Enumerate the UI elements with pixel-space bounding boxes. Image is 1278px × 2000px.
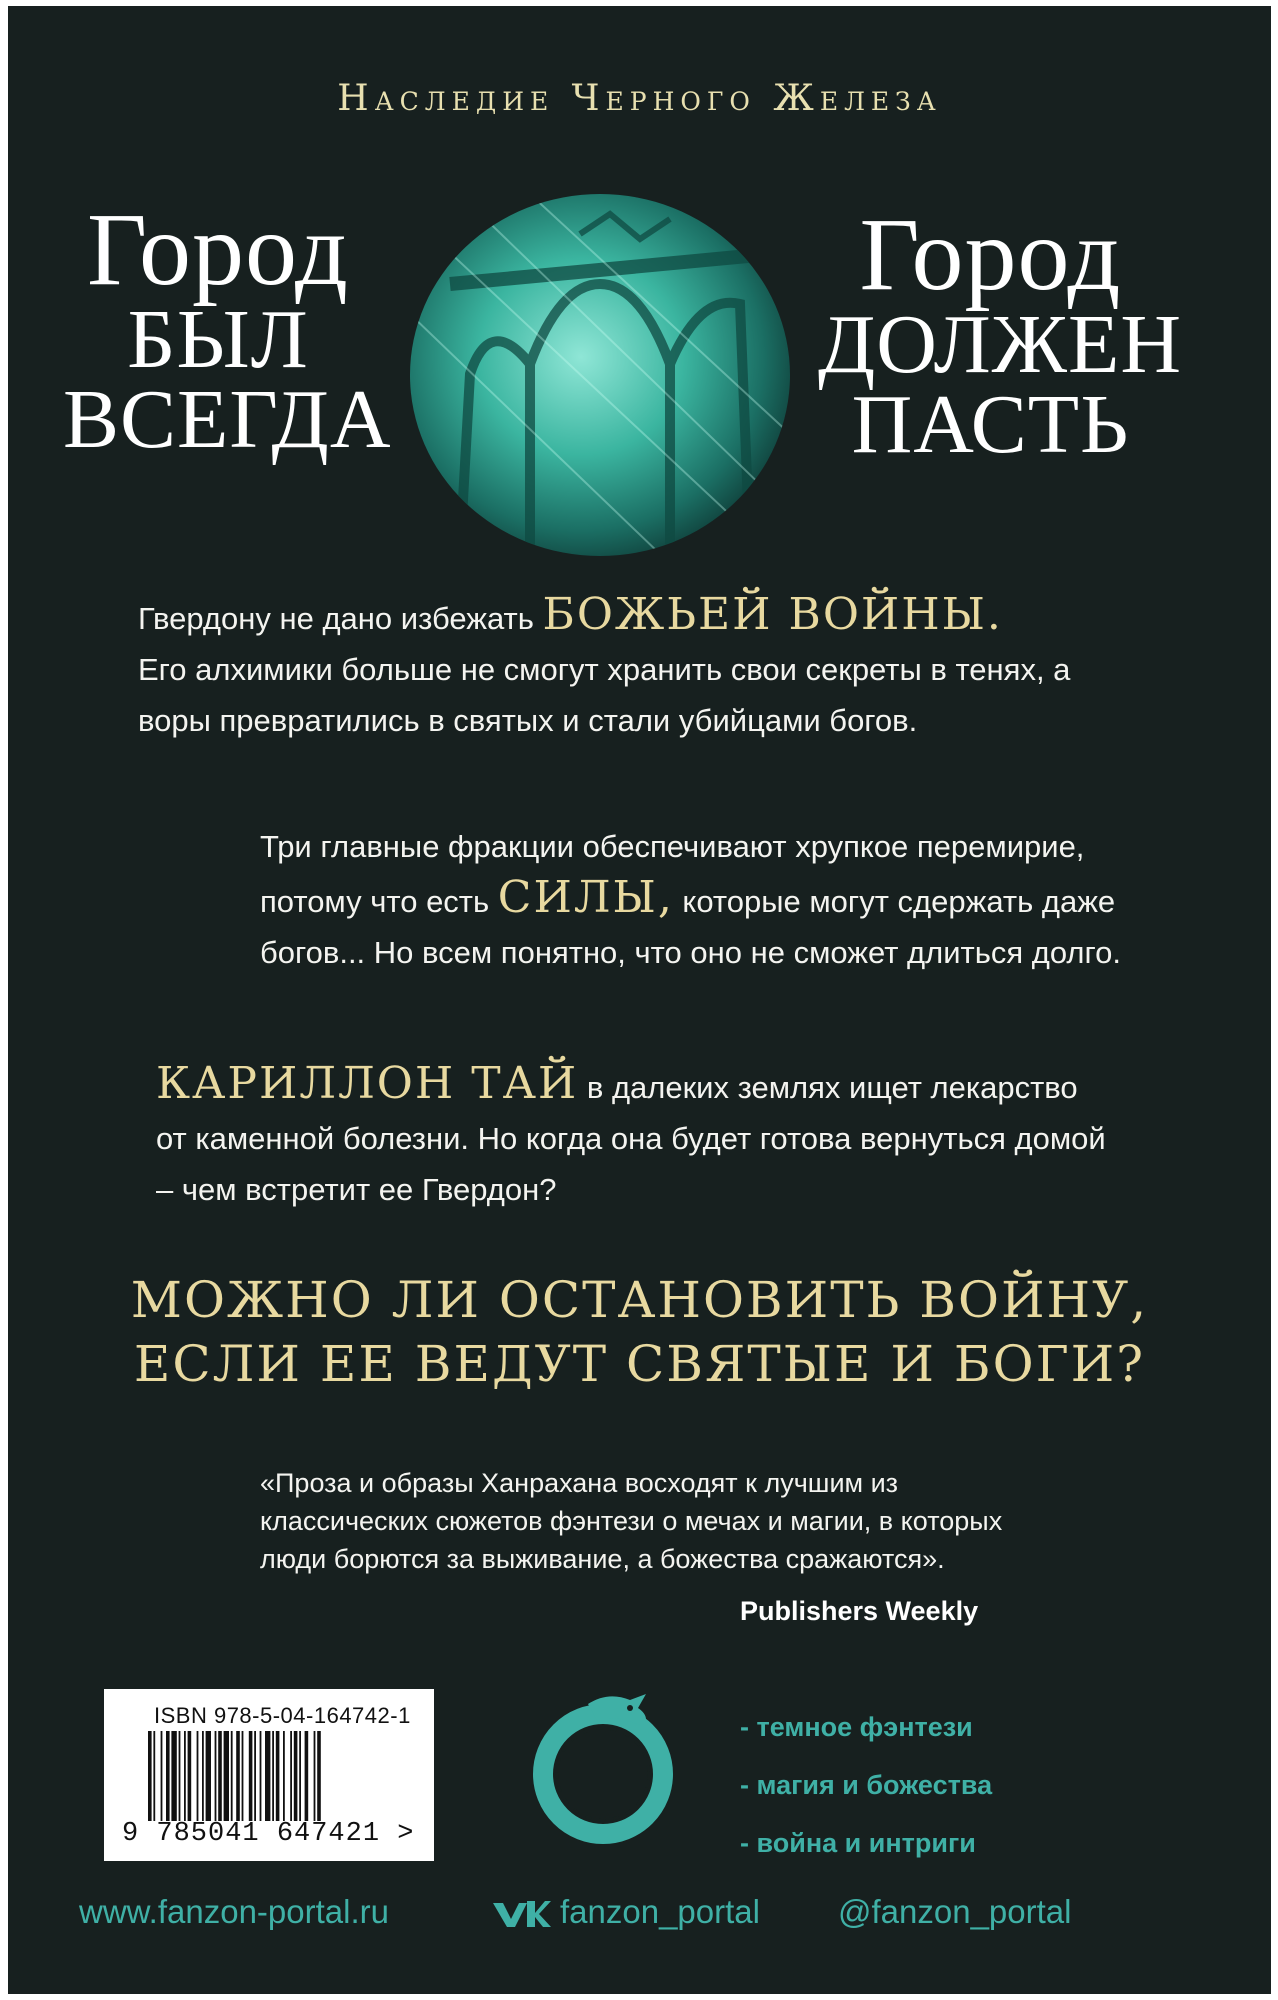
paragraph-truce	[260, 821, 1160, 978]
barcode-bar	[317, 1731, 321, 1821]
barcode-bar	[299, 1731, 301, 1821]
review-source: Publishers Weekly	[740, 1596, 979, 1626]
barcode-bar	[153, 1731, 155, 1821]
barcode-bar	[179, 1731, 181, 1821]
headline-right-line3: ПАСТЬ	[851, 377, 1130, 471]
isbn-text: ISBN 978-5-04-164742-1	[154, 1703, 411, 1728]
barcode-bar	[249, 1731, 253, 1821]
barcode-bar	[202, 1731, 204, 1821]
barcode-bar	[254, 1731, 256, 1821]
vk-link[interactable]: fanzon_portal	[560, 1893, 760, 1930]
barcode-bar	[171, 1731, 176, 1821]
barcode-bar	[197, 1731, 199, 1821]
paragraph1-pre: Гвердону не дано избежать	[138, 601, 543, 636]
book-back-cover	[8, 6, 1271, 1994]
barcode-digits: 9 785041 647421 >	[122, 1819, 415, 1849]
headline-right-line2: ДОЛЖЕН	[818, 297, 1182, 391]
barcode-bar	[148, 1731, 152, 1821]
genre-item: - магия и божества	[740, 1770, 993, 1800]
barcode-bar	[305, 1731, 309, 1821]
barcode-bar	[215, 1731, 217, 1821]
barcode-bar	[188, 1731, 192, 1821]
genre-list	[740, 1698, 992, 1872]
barcode-bar	[276, 1731, 280, 1821]
paragraph-carillon	[156, 1058, 1106, 1215]
genre-item: - темное фэнтези	[740, 1712, 973, 1742]
review-quote: «Проза и образы Ханрахана восходят к лучшим из классических сюжетов фэнтези о мечах и магии, в которых люди борются за выживание, а божества сражаются».	[260, 1468, 1003, 1574]
paragraph2-pre: Три главные фракции обеспечивают хрупкое перемирие, потому что есть	[260, 829, 1085, 919]
paragraph3-accent: КАРИЛЛОН ТАЙ	[156, 1058, 579, 1109]
genre-item: - война и интриги	[740, 1828, 976, 1858]
barcode-bar	[272, 1731, 274, 1821]
headline-left	[63, 192, 392, 466]
barcode-bar	[218, 1731, 222, 1821]
headline-left-line2: БЫЛ	[127, 292, 309, 386]
paragraph-godwar	[138, 589, 1118, 746]
question-line1: МОЖНО ЛИ ОСТАНОВИТЬ ВОЙНУ,	[130, 1271, 1149, 1329]
paragraph2-post: которые могут сдержать даже богов... Но всем понятно, что оно не сможет длиться долго.	[260, 884, 1121, 970]
barcode-bar	[161, 1731, 163, 1821]
headline-right-line1: Город	[859, 197, 1122, 312]
barcode-bars	[148, 1731, 398, 1821]
ouroboros-dragon-icon	[518, 1686, 688, 1856]
headline-right	[818, 197, 1182, 471]
website-link[interactable]: www.fanzon-portal.ru	[79, 1893, 389, 1930]
barcode-bar	[236, 1731, 240, 1821]
barcode-bar	[242, 1731, 244, 1821]
barcode-bar	[283, 1731, 285, 1821]
telegram-link[interactable]: @fanzon_portal	[838, 1893, 1072, 1930]
barcode-bar	[265, 1731, 270, 1821]
series-title: Наследие Черного Железа	[337, 78, 942, 119]
headline-left-line1: Город	[87, 192, 349, 307]
tagline-question	[8, 1268, 1271, 1396]
barcode-bar	[166, 1731, 170, 1821]
barcode-bar	[294, 1731, 298, 1821]
paragraph1-accent: БОЖЬЕЙ ВОЙНЫ.	[542, 589, 1003, 640]
city-arches-orb-image	[410, 194, 790, 556]
headline-left-line3: ВСЕГДА	[63, 372, 392, 466]
barcode-bar	[314, 1731, 316, 1821]
vk-icon	[491, 1899, 551, 1937]
barcode-bar	[206, 1731, 211, 1821]
barcode-bar	[231, 1731, 233, 1821]
barcode-bar	[260, 1731, 262, 1821]
barcode-bar	[224, 1731, 229, 1821]
paragraph1-post: Его алхимики больше не смогут хранить свои секреты в тенях, а воры превратились в святых и стали убийцами богов.	[138, 652, 1071, 738]
isbn-barcode	[104, 1689, 434, 1861]
barcode-bar	[290, 1731, 292, 1821]
barcode-bar	[184, 1731, 186, 1821]
question-line2: ЕСЛИ ЕЕ ВЕДУТ СВЯТЫЕ И БОГИ?	[133, 1335, 1146, 1393]
paragraph3-post: в далеких землях ищет лекарство от каменной болезни. Но когда она будет готова вернуться домой – чем встретит ее Гвердон?	[156, 1070, 1106, 1207]
paragraph2-accent: СИЛЫ,	[497, 872, 674, 923]
